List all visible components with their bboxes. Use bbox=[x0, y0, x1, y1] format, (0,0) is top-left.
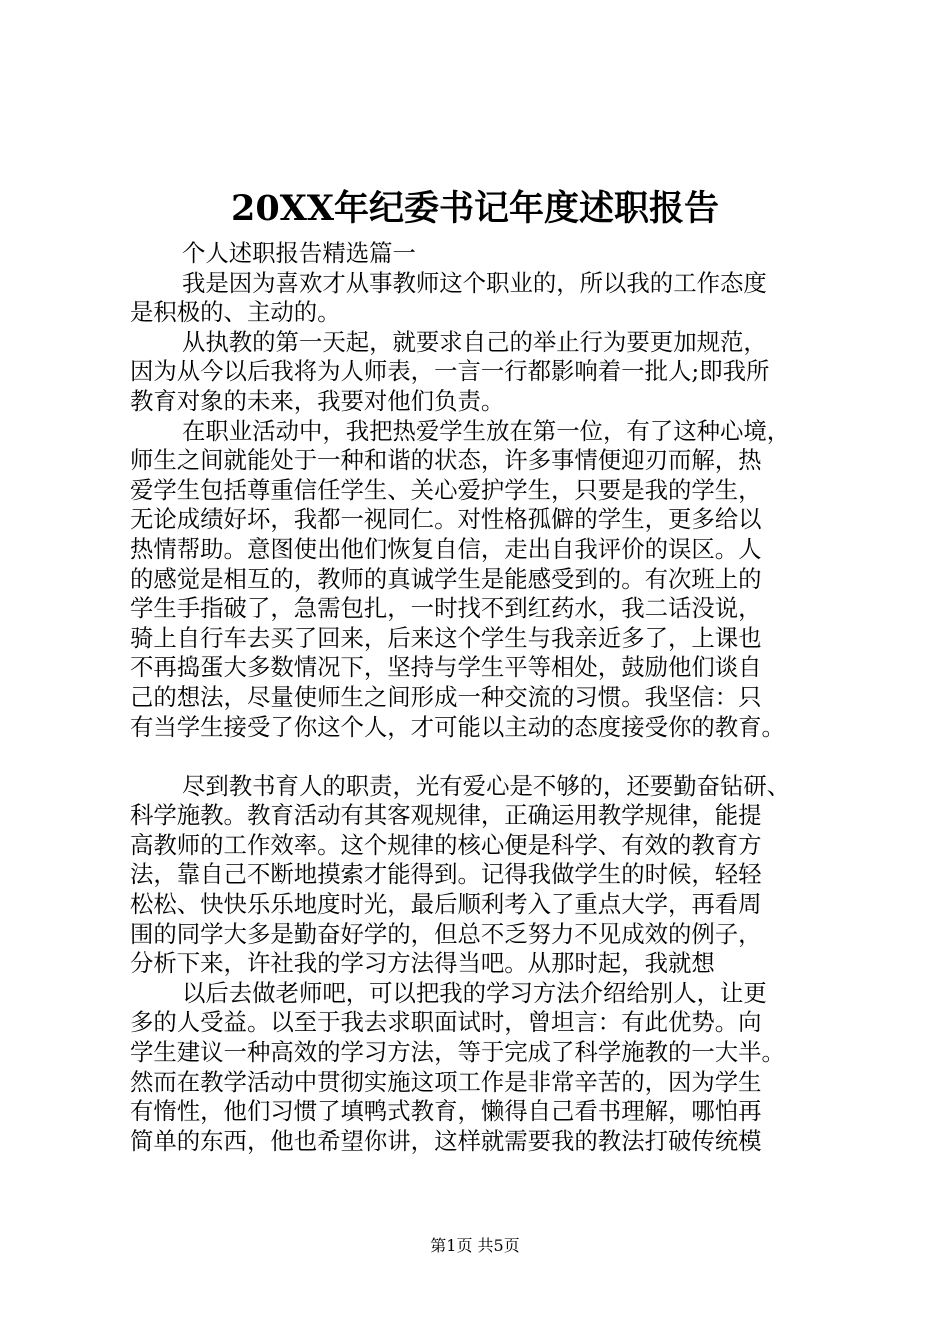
paragraph-line: 的感觉是相互的，教师的真诚学生是能感受到的。有次班上的 bbox=[130, 564, 762, 593]
paragraph-line: 分析下来，许社我的学习方法得当吧。从那时起，我就想 bbox=[130, 949, 715, 978]
paragraph-line: 己的想法，尽量使师生之间形成一种交流的习惯。我坚信：只 bbox=[130, 682, 762, 711]
paragraph-line: 有惰性，他们习惯了填鸭式教育，懒得自己看书理解，哪怕再 bbox=[130, 1097, 762, 1126]
paragraph-line: 师生之间就能处于一种和谐的状态，许多事情便迎刃而解，热 bbox=[130, 446, 762, 475]
paragraph-line: 是积极的、主动的。 bbox=[130, 298, 341, 327]
paragraph-line: 法，靠自己不断地摸索才能得到。记得我做学生的时候，轻轻 bbox=[130, 860, 762, 889]
paragraph-line: 高教师的工作效率。这个规律的核心便是科学、有效的教育方 bbox=[130, 830, 762, 859]
paragraph-line: 科学施教。教育活动有其客观规律，正确运用教学规律，能提 bbox=[130, 801, 762, 830]
page-footer: 第1页 共5页 bbox=[430, 1236, 520, 1255]
paragraph-line: 然而在教学活动中贯彻实施这项工作是非常辛苦的，因为学生 bbox=[130, 1067, 762, 1096]
paragraph-line: 在职业活动中，我把热爱学生放在第一位，有了这种心境， bbox=[182, 416, 791, 445]
paragraph-line: 围的同学大多是勤奋好学的，但总不乏努力不见成效的例子， bbox=[130, 919, 762, 948]
paragraph-line: 我是因为喜欢才从事教师这个职业的，所以我的工作态度 bbox=[182, 268, 767, 297]
paragraph-line: 多的人受益。以至于我去求职面试时，曾坦言：有此优势。向 bbox=[130, 1008, 762, 1037]
paragraph-line: 以后去做老师吧，可以把我的学习方法介绍给别人，让更 bbox=[182, 978, 767, 1007]
paragraph-line: 不再捣蛋大多数情况下，坚持与学生平等相处，鼓励他们谈自 bbox=[130, 653, 762, 682]
paragraph-line: 尽到教书育人的职责，光有爱心是不够的，还要勤奋钻研、 bbox=[182, 771, 791, 800]
paragraph-line: 有当学生接受了你这个人，才可能以主动的态度接受你的教育。 bbox=[130, 712, 785, 741]
section-heading: 个人述职报告精选篇一 bbox=[182, 239, 416, 267]
paragraph-line: 骑上自行车去买了回来，后来这个学生与我亲近多了，上课也 bbox=[130, 623, 762, 652]
document-body bbox=[130, 239, 850, 1156]
paragraph-gap bbox=[130, 742, 850, 772]
paragraph-line: 热情帮助。意图使出他们恢复自信，走出自我评价的误区。人 bbox=[130, 534, 762, 563]
paragraph-line: 教育对象的未来，我要对他们负责。 bbox=[130, 386, 505, 415]
paragraph-line: 松松、快快乐乐地度时光，最后顺利考入了重点大学，再看周 bbox=[130, 890, 762, 919]
paragraph-line: 学生建议一种高效的学习方法，等于完成了科学施教的一大半。 bbox=[130, 1038, 785, 1067]
paragraph-line: 爱学生包括尊重信任学生、关心爱护学生，只要是我的学生， bbox=[130, 475, 762, 504]
paragraph-line: 因为从今以后我将为人师表，一言一行都影响着一批人;即我所 bbox=[130, 357, 770, 386]
paragraph-line: 从执教的第一天起，就要求自己的举止行为要更加规范， bbox=[182, 327, 767, 356]
document-title: 20XX年纪委书记年度述职报告 bbox=[230, 188, 720, 229]
paragraph-line: 无论成绩好坏，我都一视同仁。对性格孤僻的学生，更多给以 bbox=[130, 505, 762, 534]
paragraph-line: 学生手指破了，急需包扎，一时找不到红药水，我二话没说， bbox=[130, 594, 762, 623]
paragraph-line: 简单的东西，他也希望你讲，这样就需要我的教法打破传统模 bbox=[130, 1126, 762, 1155]
